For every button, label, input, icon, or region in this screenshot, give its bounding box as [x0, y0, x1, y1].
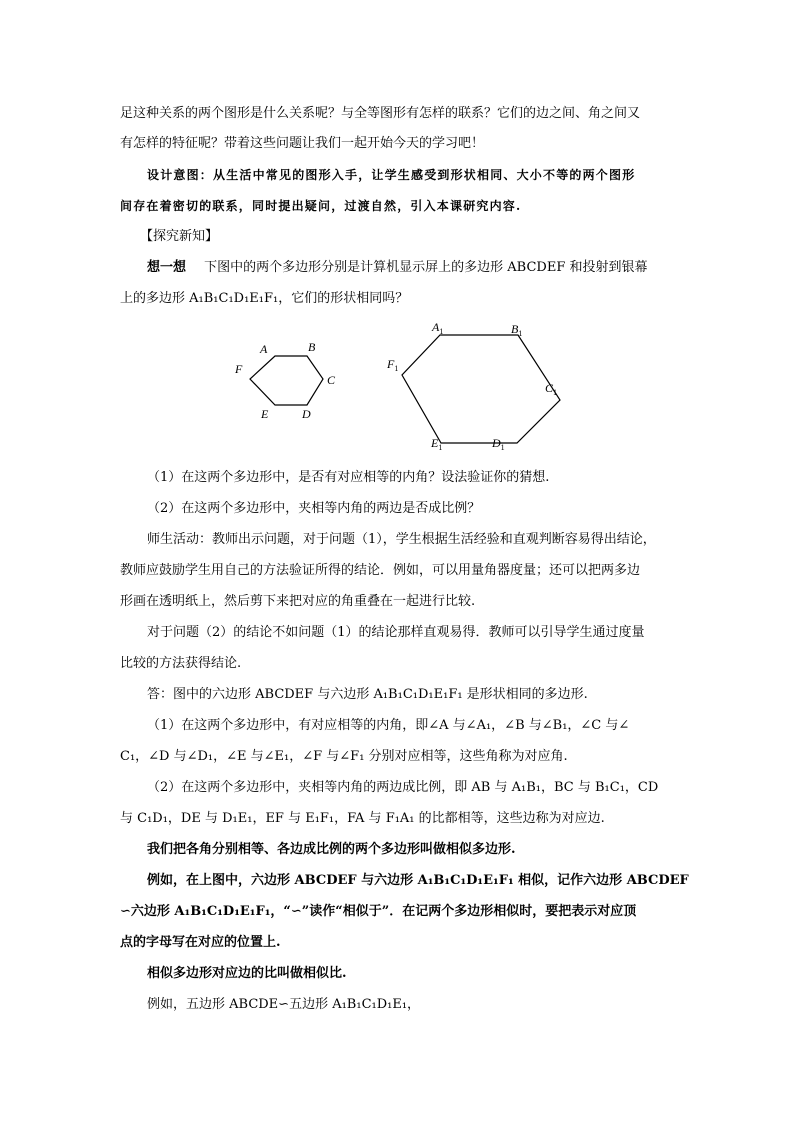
large-label-a1: $A_1$ — [432, 320, 444, 336]
answer-line: 答：图中的六边形 ABCDEF 与六边形 A₁B₁C₁D₁E₁F₁ 是形状相同的多边形. — [147, 687, 588, 702]
question-2: （2）在这两个多边形中，夹相等内角的两边是否成比例？ — [147, 501, 481, 516]
example-1-line-3: 点的字母写在对应的位置上. — [120, 935, 281, 950]
answer-1-line-2: C₁，∠D 与∠D₁，∠E 与∠E₁，∠F 与∠F₁ 分别对应相等，这些角称为对应角. — [120, 749, 568, 764]
think-line-2: 上的多边形 A₁B₁C₁D₁E₁F₁，它们的形状相同吗？ — [120, 291, 409, 306]
small-label-a: A — [260, 342, 268, 356]
answer-2-line-1: （2）在这两个多边形中，夹相等内角的两边成比例，即 AB 与 A₁B₁，BC 与 B₁C₁，CD — [147, 780, 659, 795]
small-label-e: E — [261, 407, 269, 421]
small-label-c: C — [327, 373, 336, 387]
activity-line-2: 教师应鼓励学生用自己的方法验证所得的结论．例如，可以用量角器度量；还可以把两多边 — [120, 563, 641, 578]
question-1: （1）在这两个多边形中，是否有对应相等的内角？设法验证你的猜想. — [147, 470, 550, 485]
small-label-d: D — [302, 407, 311, 421]
small-hexagon — [250, 356, 323, 405]
definition-line: 我们把各角分别相等、各边成比例的两个多边形叫做相似多边形. — [147, 842, 516, 857]
large-label-e1: $E_1$ — [431, 436, 443, 452]
intro-line-2: 有怎样的特征呢？带着这些问题让我们一起开始今天的学习吧！ — [120, 136, 485, 151]
small-label-b: B — [308, 340, 316, 354]
section-heading: 【探究新知】 — [140, 229, 219, 244]
design-intent-line-2: 间存在着密切的联系，同时提出疑问，过渡自然，引入本课研究内容. — [120, 199, 522, 213]
large-label-b1: $B_1$ — [511, 322, 523, 338]
ratio-definition-line: 相似多边形对应边的比叫做相似比. — [147, 966, 347, 981]
think-line-1 — [147, 258, 647, 278]
large-hexagon — [402, 335, 560, 443]
large-label-c1: $C_1$ — [545, 381, 558, 397]
think-text-1: 下图中的两个多边形分别是计算机显示屏上的多边形 ABCDEF 和投射到银幕 — [204, 260, 648, 275]
answer-2-line-2: 与 C₁D₁，DE 与 D₁E₁，EF 与 E₁F₁，FA 与 F₁A₁ 的比都相等，这些边称为对应边. — [120, 811, 605, 826]
activity-line-3: 形画在透明纸上，然后剪下来把对应的角重叠在一起进行比较. — [120, 594, 476, 609]
hexagon-figure — [230, 315, 790, 465]
activity-line-1: 师生活动：教师出示问题，对于问题（1），学生根据生活经验和直观判断容易得出结论， — [147, 532, 656, 547]
q2-note-line-2: 比较的方法获得结论. — [120, 656, 242, 671]
example-1-line-2: ∽六边形 A₁B₁C₁D₁E₁F₁，“∽”读作“相似于”．在记两个多边形相似时，要把表示对应顶 — [120, 904, 637, 919]
design-intent-line-1: 设计意图：从生活中常见的图形入手，让学生感受到形状相同、大小不等的两个图形 — [147, 168, 636, 182]
answer-1-line-1: （1）在这两个多边形中，有对应相等的内角，即∠A 与∠A₁，∠B 与∠B₁，∠C 与∠ — [147, 718, 630, 733]
intro-line-1: 足这种关系的两个图形是什么关系呢？与全等图形有怎样的联系？它们的边之间、角之间又 — [120, 106, 641, 121]
large-label-f1: $F_1$ — [387, 357, 399, 373]
example-1-line-1: 例如，在上图中，六边形 ABCDEF 与六边形 A₁B₁C₁D₁E₁F₁ 相似，记作六边形 ABCDEF — [147, 873, 689, 888]
think-label: 想一想 — [147, 260, 187, 275]
q2-note-line-1: 对于问题（2）的结论不如问题（1）的结论那样直观易得．教师可以引导学生通过度量 — [147, 625, 645, 640]
large-label-d1: $D_1$ — [492, 436, 505, 452]
example-2-line: 例如，五边形 ABCDE∽五边形 A₁B₁C₁D₁E₁， — [147, 997, 421, 1012]
small-label-f: F — [235, 362, 243, 376]
